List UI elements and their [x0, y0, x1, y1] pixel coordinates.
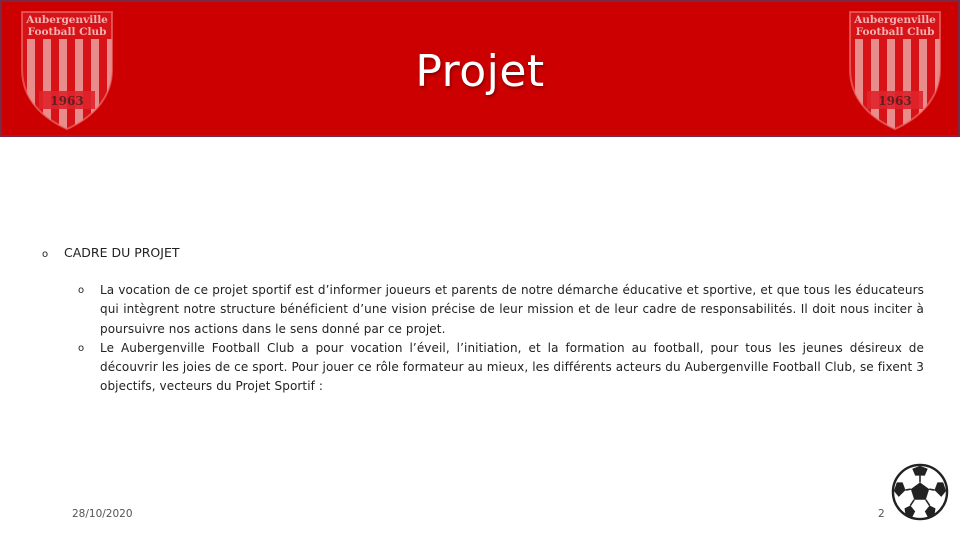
crest-name-line1: Aubergenville	[854, 14, 936, 26]
bullet-marker: o	[42, 249, 49, 260]
list-item	[78, 281, 924, 339]
bullet-marker: o	[78, 285, 85, 296]
page-number: 2	[878, 508, 885, 520]
soccer-ball-icon	[891, 463, 949, 521]
sub-bullet-list	[78, 281, 924, 397]
list-item-text: Le Aubergenville Football Club a pour vocation l’éveil, l’initiation, et la formation au football, pour tous les jeunes désireux de découvrir les joies de ce sport. Pour jouer ce rôle formateur au mieux, les différents acteurs du Aubergenville Football Club, se fixent 3 objectifs, vecteurs du Projet Sportif :	[100, 340, 924, 394]
list-item-text: La vocation de ce projet sportif est d’informer joueurs et parents de notre démarche éducative et sportive, et que tous les éducateurs qui intègrent notre structure bénéficient d’une vision précise de leur mission et de leur cadre de responsabilités. Il doit nous inciter à poursuivre nos actions dans le sens donné par ce projet.	[100, 283, 924, 336]
club-crest-icon	[847, 9, 943, 131]
title-banner	[0, 0, 960, 137]
slide-date: 28/10/2020	[72, 508, 133, 520]
section-title: CADRE DU PROJET	[64, 245, 180, 260]
crest-name-line2: Football Club	[855, 26, 935, 38]
crest-year: 1963	[50, 94, 84, 108]
crest-name-line2: Football Club	[27, 26, 107, 38]
crest-year: 1963	[878, 94, 912, 108]
list-item	[78, 339, 924, 397]
page-title: Projet	[415, 46, 545, 97]
section-heading	[42, 245, 180, 260]
crest-name-line1: Aubergenville	[26, 14, 108, 26]
bullet-marker: o	[78, 342, 85, 354]
